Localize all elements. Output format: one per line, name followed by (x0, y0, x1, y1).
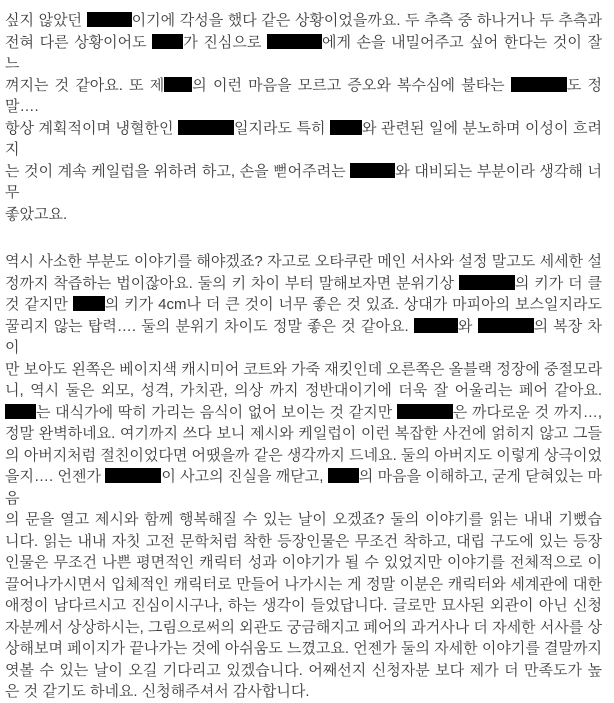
redacted-name-box (511, 77, 567, 92)
text-line: 만 보아도 왼쪽은 베이지색 캐시미어 코트와 가죽 재킷인데 오른쪽은 올블랙 정장에 중절모라 (5, 360, 602, 378)
text-line: 역시 사소한 부분도 이야기를 해야겠죠? 자고로 오타쿠란 메인 서사와 설정 말고도 세세한 설 (5, 253, 602, 270)
redacted-name-box (87, 12, 132, 27)
text-line: 항상 계획적이며 냉혈한인 일지라도 특히 와 관련된 일에 분노하며 이성이 흐려지 (5, 119, 602, 158)
text-line: 애정이 남다르시고 진심이시구나, 하는 생각이 들었답니다. 글로만 묘사된 외관이 아닌 신청 (5, 597, 602, 614)
text-line: 전혀 다른 상황이어도 가 진심으로 에게 손을 내밀어주고 싶어 한다는 것이 잘 느 (5, 33, 602, 72)
text-line: 싶지 않았던 이기에 각성을 했다 같은 상황이었을까요. 두 추측 중 하나거나 두 추측과 (5, 12, 602, 29)
redacted-name-box (350, 163, 395, 178)
text-line: 의 아버지처럼 절친이었다면 어땠을까 같은 생각까지 드네요. 둘의 아버지도 이렇게 상극이었 (5, 446, 602, 464)
text-line: 은 것 같기도 하네요. 신청해주셔서 감사합니다. (5, 683, 310, 700)
redacted-name-box (478, 318, 534, 333)
text-line: 꿀리지 않는 탑력…. 둘의 분위기 차이도 정말 좋은 것 같아요. 와 의 복장 차이 (5, 317, 602, 356)
paragraph (5, 251, 602, 703)
redacted-name-box (152, 34, 183, 49)
text-line: 니, 역시 둘은 외모, 성격, 가치관, 의상 까지 정반대이기에 더욱 잘 어울리는 페어 같아요. (5, 382, 602, 399)
redacted-name-box (164, 77, 192, 92)
text-line: 을지…. 언젠가 이 사고의 진실을 깨닫고, 의 마음을 이해하고, 굳게 닫혀있는 마음 (5, 468, 603, 507)
redacted-name-box (328, 468, 359, 483)
text-line: 껴지는 것 같아요. 또 제 의 이런 마음을 모르고 증오와 복수심에 불타는 도 정말…. (5, 76, 603, 115)
text-line: 좋았고요. (5, 205, 68, 223)
redacted-name-box (5, 404, 36, 419)
redacted-name-box (178, 120, 234, 135)
text-line: 의 문을 열고 제시와 함께 행복해질 수 있는 날이 오겠죠? 둘의 이야기를 읽는 내내 기뻤습 (5, 511, 602, 528)
redacted-name-box (105, 468, 161, 483)
text-line: 인물은 무조건 나쁜 평면적인 캐릭터 성과 이야기가 될 수 있었지만 이야기를 전체적으로 이 (5, 554, 602, 571)
text-line: 엿볼 수 있는 날이 오길 기다리고 있겠습니다. 어째선지 신청자분 보다 제가 더 만족도가 높 (5, 661, 602, 679)
paragraph (5, 10, 602, 225)
text-line: 는 대식가에 딱히 가리는 음식이 없어 보이는 것 같지만 은 까다로운 것 까지…, (5, 402, 602, 424)
text-line: 는 것이 계속 케일럽을 위하려 하고, 손을 뻗어주려는 와 대비되는 부분이라 생각해 너무 (5, 162, 602, 201)
text-line: 것 같지만 의 키가 4cm나 더 큰 것이 너무 좋은 것 있죠. 상대가 마피아의 보스일지라도 (5, 296, 602, 313)
redacted-name-box (414, 318, 458, 333)
redacted-name-box (459, 275, 515, 290)
text-line: 정까지 착즙하는 법이잖아요. 둘의 키 차이 부터 말해보자면 분위기상 의 키가 더 클 (5, 274, 603, 292)
text-line: 상해보며 페이지가 끝나가는 것에 아쉬움도 느꼈고요. 언젠가 둘의 자세한 이야기를 결말까지 (5, 640, 602, 657)
text-line: 정말 완벽하네요. 여기까지 쓰다 보니 제시와 케일럽이 이런 복잡한 사건에 얽히지 않고 그들 (5, 425, 602, 442)
text-line: 자분께서 상상하시는, 그림으로써의 외관도 궁금해지고 페어의 과거사나 더 자세한 서사를 상 (5, 618, 602, 636)
text-line: 니다. 읽는 내내 자칫 고전 문학처럼 착한 등장인물은 무조건 착하고, 대립 구도에 있는 등장 (5, 532, 602, 550)
redacted-name-box (330, 120, 362, 135)
redacted-name-box (267, 34, 322, 49)
redacted-name-box (73, 296, 105, 311)
redacted-name-box (397, 404, 453, 419)
text-line: 끌어나가시면서 입체적인 캐릭터로 만들어 나가시는 게 정말 이분은 캐릭터와 세계관에 대한 (5, 575, 602, 593)
